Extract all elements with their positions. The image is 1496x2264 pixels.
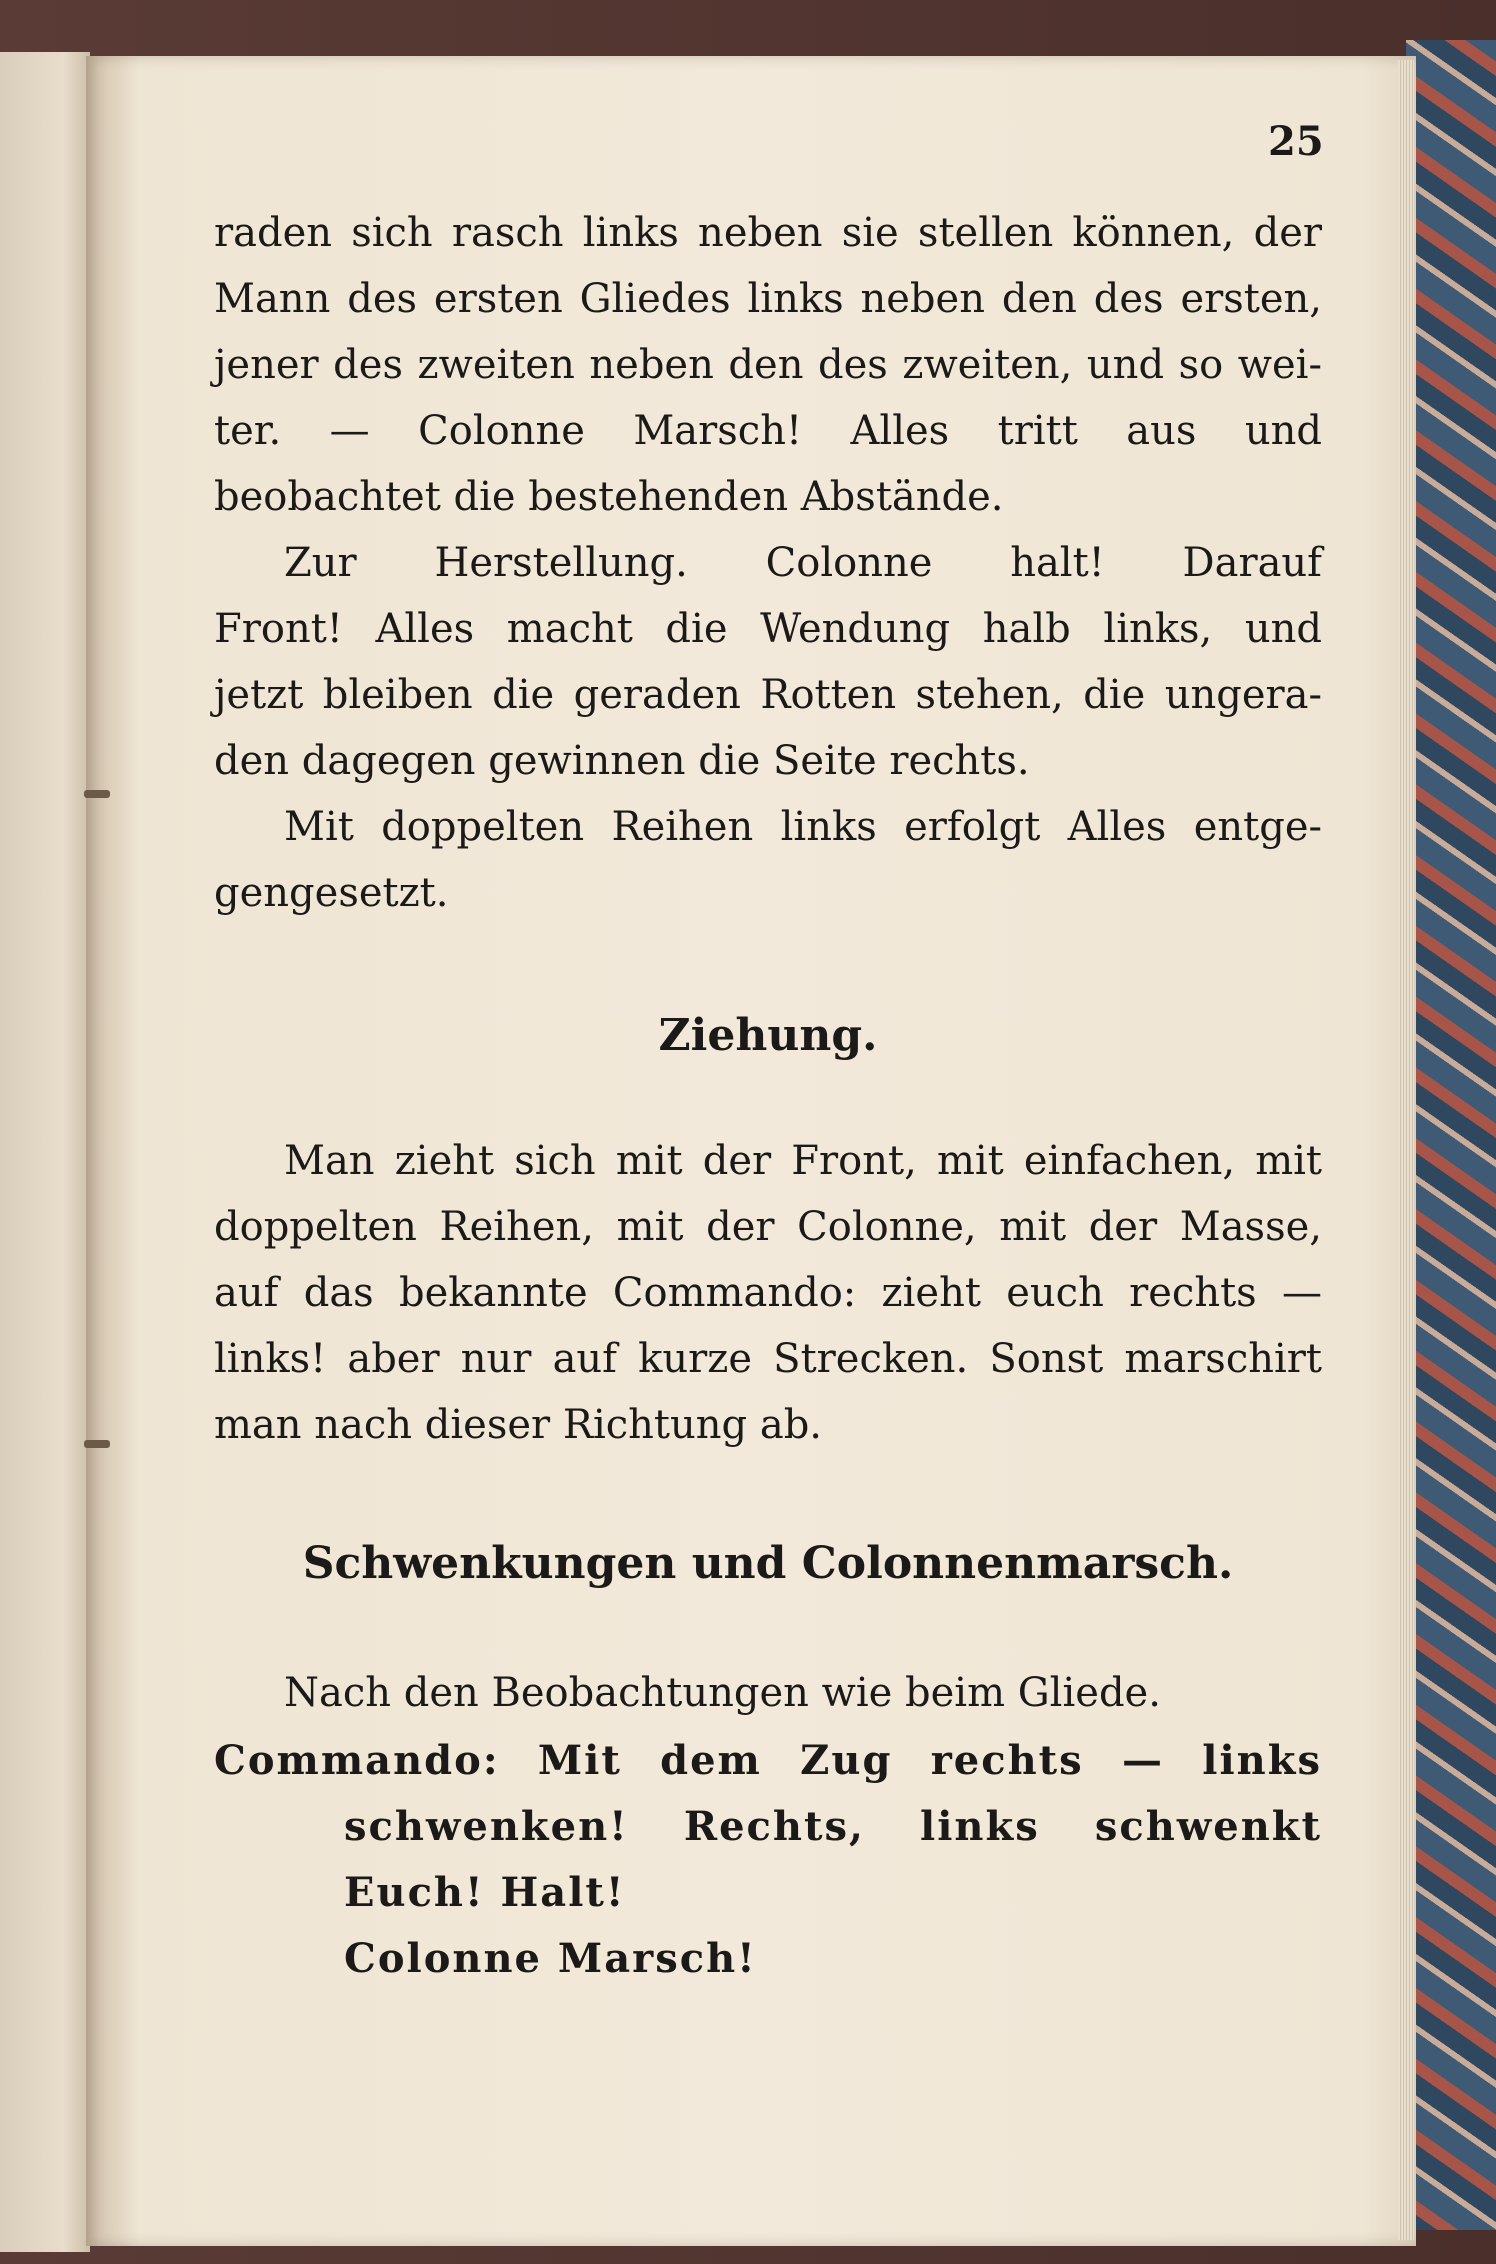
text-line: ter. — Colonne Marsch! Alles tritt aus und (214, 408, 1322, 454)
ziehung-text (214, 1128, 1322, 1458)
text-line: links! aber nur auf kurze Strecken. Sonst marschirt (214, 1336, 1322, 1382)
text-line: man nach dieser Richtung ab. (214, 1402, 823, 1448)
section-heading: Schwenkungen und Colonnenmarsch. (302, 1538, 1234, 1589)
section-heading: Ziehung. (658, 1010, 878, 1061)
command-line: schwenken! Rechts, links schwenkt (344, 1803, 1322, 1850)
text-line: Man zieht sich mit der Front, mit einfachen, mit (284, 1138, 1322, 1184)
page-edges (1398, 60, 1414, 2240)
page-number: 25 (1268, 118, 1324, 165)
command-line: Euch! Halt! (344, 1869, 626, 1916)
command-block (214, 1728, 1322, 1992)
text-line: gengesetzt. (214, 870, 449, 916)
text-line: jener des zweiten neben den des zweiten, und so wei- (214, 342, 1322, 388)
text-line: Front! Alles macht die Wendung halb links, und (214, 606, 1322, 652)
left-page (0, 52, 90, 2252)
main-text (214, 200, 1322, 926)
text-line: raden sich rasch links neben sie stellen können, der (214, 210, 1322, 256)
text-line: beobachtet die bestehenden Abstände. (214, 474, 1004, 520)
command-line: Commando: Mit dem Zug rechts — links (214, 1737, 1322, 1784)
binding-stitch (84, 790, 110, 798)
text-line: Mann des ersten Gliedes links neben den des ersten, (214, 276, 1322, 322)
binding-stitch (84, 1440, 110, 1448)
marbled-cover-edge (1406, 40, 1496, 2230)
text-line: Nach den Beobachtungen wie beim Gliede. (284, 1670, 1161, 1716)
text-line: jetzt bleiben die geraden Rotten stehen, die ungera- (214, 672, 1322, 718)
text-line: auf das bekannte Commando: zieht euch rechts — (214, 1270, 1322, 1316)
text-line: den dagegen gewinnen die Seite rechts. (214, 738, 1030, 784)
command-line: Colonne Marsch! (344, 1935, 757, 1982)
text-line: Mit doppelten Reihen links erfolgt Alles entge- (284, 804, 1322, 850)
text-line: doppelten Reihen, mit der Colonne, mit der Masse, (214, 1204, 1322, 1250)
text-line: Zur Herstellung. Colonne halt! Darauf (284, 540, 1322, 586)
schwenkungen-text (214, 1660, 1322, 1726)
